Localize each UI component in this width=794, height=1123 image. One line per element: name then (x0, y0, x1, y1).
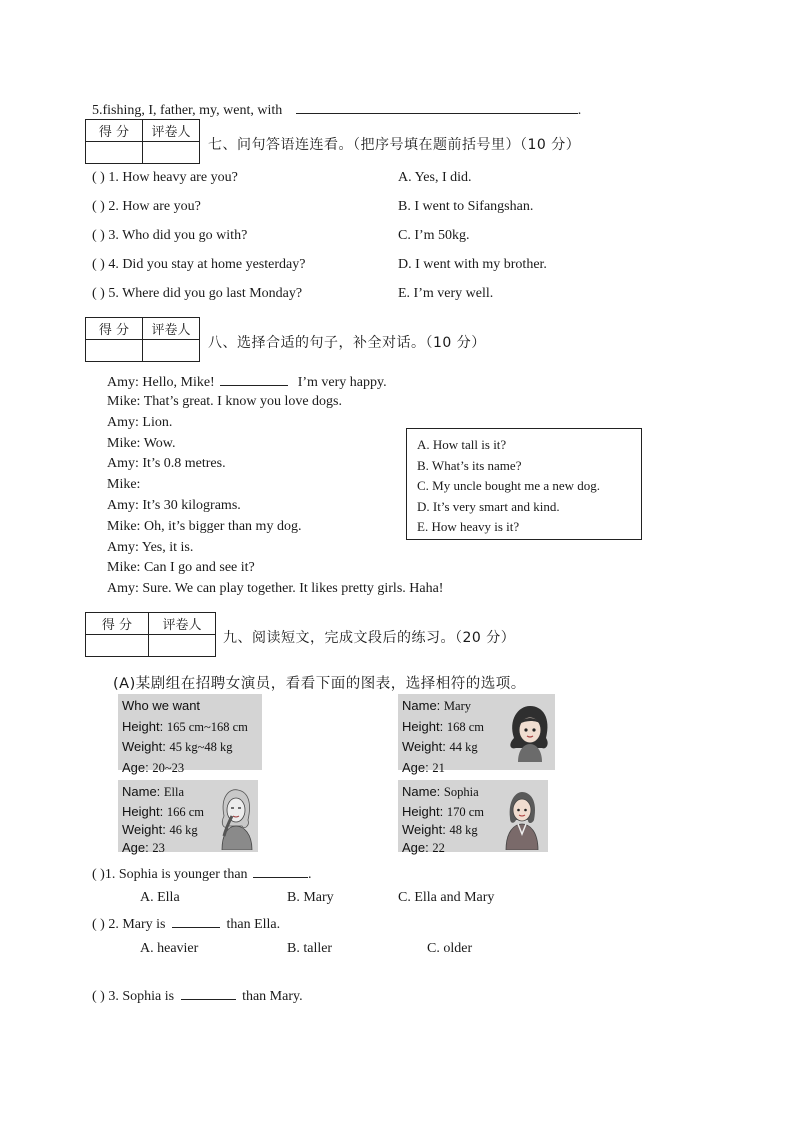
card-height: Height: 165 cm~168 cm (122, 718, 248, 734)
s8-option-e: E. How heavy is it? (417, 519, 520, 535)
card-weight: Weight: 44 kg (402, 739, 478, 754)
dialogue-line-2 (107, 394, 342, 410)
marker-cell[interactable] (149, 635, 216, 657)
dialogue-line-3 (107, 415, 172, 431)
line-text-after: I’m very happy. (297, 375, 387, 390)
q1-end: . (308, 867, 312, 882)
q3-text: 3. Sophia is (108, 989, 175, 1004)
score-cell[interactable] (86, 340, 143, 362)
line-text: It’s 30 kilograms. (142, 498, 241, 513)
s7-question-4: ( ) 4. Did you stay at home yesterday? (92, 257, 306, 272)
score-box-7 (85, 119, 200, 164)
s7-title: 七、问句答语连连看。（把序号填在题前括号里）（10 分） (208, 137, 581, 153)
q1-option-c: C. Ella and Mary (398, 890, 495, 905)
card-heading: Who we want (122, 698, 201, 713)
q5-end: . (577, 103, 582, 118)
card-height: Height: 166 cm (122, 803, 204, 819)
score-label: 得 分 (86, 318, 143, 340)
line-text: Wow. (143, 436, 176, 451)
s9-intro: (A)某剧组在招聘女演员，看看下面的图表，选择相符的选项。 (113, 676, 526, 692)
speaker: Amy: (107, 540, 139, 555)
q2-paren[interactable]: ( ) (92, 917, 105, 932)
reading-q2 (92, 915, 280, 933)
s8-option-a: A. How tall is it? (417, 437, 507, 452)
card-height: Height: 168 cm (402, 718, 484, 734)
s7-answer-b: B. I went to Sifangshan. (398, 199, 534, 214)
q2-option-a: A. heavier (140, 941, 199, 956)
speaker: Amy: (107, 581, 139, 596)
line-text: Oh, it’s bigger than my dog. (143, 519, 302, 534)
line-text: That’s great. I know you love dogs. (143, 394, 342, 409)
card-age: Age: 23 (122, 839, 165, 855)
q5-line (92, 101, 581, 119)
line-text: Hello, Mike! (142, 375, 215, 390)
s7-answer-d: D. I went with my brother. (398, 257, 547, 272)
card-ella (118, 780, 258, 855)
q3-paren[interactable]: ( ) (92, 989, 105, 1004)
q2-after: than Ella. (226, 917, 281, 932)
s8-option-c: C. My uncle bought me a new dog. (417, 478, 601, 494)
q2-blank[interactable] (172, 915, 220, 928)
score-cell[interactable] (86, 142, 143, 164)
dialogue-line-6 (107, 477, 140, 493)
speaker: Amy: (107, 498, 139, 513)
ella-portrait-illustration (214, 786, 256, 850)
s7-question-3: ( ) 3. Who did you go with? (92, 228, 248, 243)
q5-words: 5.fishing, I, father, my, went, with (92, 103, 283, 118)
dialogue-blank-1[interactable] (220, 373, 288, 386)
card-weight: Weight: 45 kg~48 kg (122, 739, 233, 754)
marker-cell[interactable] (143, 142, 200, 164)
card-weight: Weight: 46 kg (122, 821, 198, 837)
speaker: Mike: (107, 436, 141, 451)
marker-label: 评卷人 (143, 120, 200, 142)
score-label: 得 分 (86, 120, 143, 142)
line-text: Lion. (142, 415, 173, 430)
line-text: Yes, it is. (141, 540, 194, 555)
card-name: Name: Ella (122, 784, 185, 799)
q2-text: 2. Mary is (108, 917, 166, 932)
speaker: Amy: (107, 456, 139, 471)
card-height: Height: 170 cm (402, 803, 484, 819)
s7-answer-a: A. Yes, I did. (398, 170, 472, 185)
speaker: Amy: (107, 415, 139, 430)
q1-text: 1. Sophia is younger than (104, 867, 248, 882)
dialogue-line-5 (107, 456, 226, 472)
q2-option-b: B. taller (287, 941, 333, 956)
speaker: Mike: (107, 519, 141, 534)
s8-option-b: B. What’s its name? (417, 457, 522, 473)
mary-portrait-illustration (506, 704, 552, 762)
reading-q1 (92, 865, 312, 883)
s7-question-5: ( ) 5. Where did you go last Monday? (92, 286, 303, 301)
speaker: Mike: (107, 477, 141, 492)
score-cell[interactable] (86, 635, 149, 657)
line-text: Can I go and see it? (143, 560, 255, 575)
q3-after: than Mary. (242, 989, 303, 1004)
q1-option-a: A. Ella (140, 890, 180, 905)
card-sophia (398, 780, 548, 855)
q1-paren[interactable]: ( ) (92, 867, 105, 882)
sophia-portrait-illustration (500, 788, 544, 850)
q3-blank[interactable] (181, 987, 236, 1000)
q1-blank[interactable] (253, 865, 308, 878)
speaker: Mike: (107, 560, 141, 575)
dialogue-line-11 (107, 581, 443, 597)
card-name: Name: Mary (402, 698, 471, 713)
score-box-8 (85, 317, 200, 362)
q2-option-c: C. older (427, 941, 473, 956)
line-text: Sure. We can play together. It likes pretty girls. Haha! (142, 581, 444, 596)
s8-options-box (406, 428, 642, 540)
card-mary (398, 694, 555, 775)
s8-option-d: D. It’s very smart and kind. (417, 498, 560, 514)
dialogue-line-4 (107, 436, 176, 452)
card-age: Age: 21 (402, 759, 445, 775)
score-box-9 (85, 612, 216, 657)
speaker: Mike: (107, 394, 141, 409)
reading-q3 (92, 987, 303, 1005)
line-text: It’s 0.8 metres. (142, 456, 226, 471)
dialogue-line-10 (107, 560, 255, 576)
s7-answer-c: C. I’m 50kg. (398, 228, 470, 243)
q5-answer-blank[interactable] (296, 101, 578, 114)
q1-option-b: B. Mary (287, 890, 334, 905)
card-age: Age: 20~23 (122, 759, 185, 775)
s8-title: 八、选择合适的句子，补全对话。（10 分） (208, 335, 486, 351)
dialogue-line-9 (107, 540, 193, 556)
dialogue-line-7 (107, 498, 241, 514)
dialogue-line-1 (107, 373, 387, 391)
card-name: Name: Sophia (402, 784, 479, 799)
marker-cell[interactable] (143, 340, 200, 362)
s7-question-1: ( ) 1. How heavy are you? (92, 170, 238, 185)
card-who-we-want (118, 694, 262, 775)
s7-question-2: ( ) 2. How are you? (92, 199, 201, 214)
card-age: Age: 22 (402, 839, 445, 855)
score-label: 得 分 (86, 613, 149, 635)
dialogue-line-8 (107, 519, 301, 535)
speaker: Amy: (107, 375, 139, 390)
card-weight: Weight: 48 kg (402, 821, 478, 837)
marker-label: 评卷人 (143, 318, 200, 340)
s7-answer-e: E. I’m very well. (398, 286, 494, 301)
marker-label: 评卷人 (149, 613, 216, 635)
s9-title: 九、阅读短文，完成文段后的练习。（20 分） (223, 630, 516, 646)
